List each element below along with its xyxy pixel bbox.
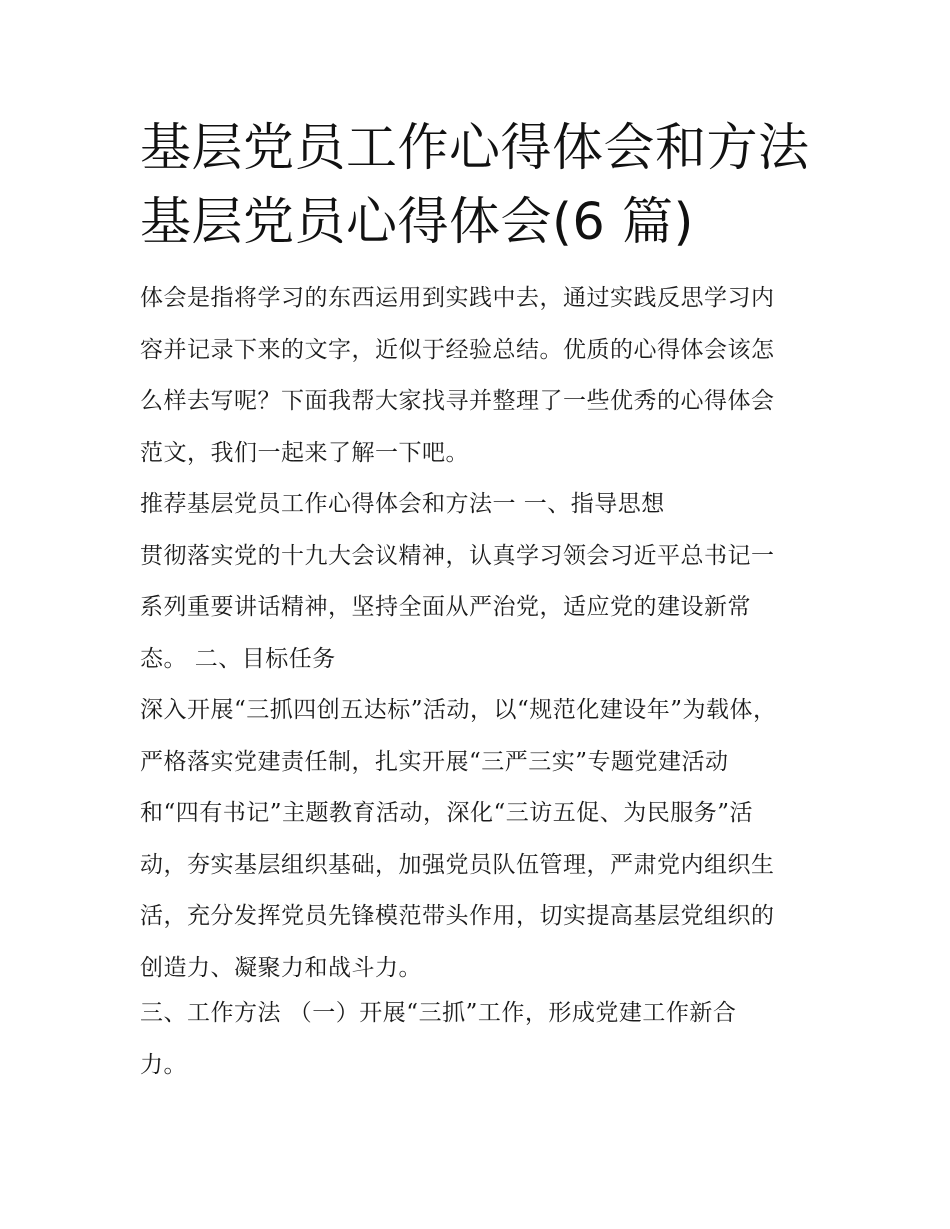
section-heading-line: 三、工作方法 （一）开展“三抓”工作，形成党建工作新合 [140,1000,737,1026]
text-line: 体会是指将学习的东西运用到实践中去，通过实践反思学习内 [140,285,775,311]
title-line: 基层党员心得体会(6 篇) [140,193,694,252]
goals-paragraph [140,685,820,994]
intro-paragraph [140,273,820,479]
text-line: 严格落实党建责任制，扎实开展“三严三实”专题党建活动 [140,748,729,775]
text-line: 创造力、凝聚力和战斗力。 [140,954,422,981]
text-line: 态。 二、目标任务 [140,645,336,672]
guiding-ideology-paragraph [140,479,820,685]
document-title [140,112,840,260]
text-line: 系列重要讲话精神，坚持全面从严治党，适应党的建设新常 [140,594,751,620]
text-line: 力。 [140,1051,187,1078]
text-line: 么样去写呢？下面我帮大家找寻并整理了一些优秀的心得体会 [140,388,775,414]
text-line: 容并记录下来的文字，近似于经验总结。优质的心得体会该怎 [140,336,775,363]
text-line: 深入开展“三抓四创五达标”活动，以“规范化建设年”为载体， [140,697,777,723]
text-line: 动，夯实基层组织基础，加强党员队伍管理，严肃党内组织生 [140,851,775,878]
text-line: 活，充分发挥党员先锋模范带头作用，切实提高基层党组织的 [140,903,775,929]
section-heading-line: 推荐基层党员工作心得体会和方法一 一、指导思想 [140,491,665,517]
title-line: 基层党员工作心得体会和方法 [140,119,810,178]
text-line: 贯彻落实党的十九大会议精神，认真学习领会习近平总书记一 [140,542,775,569]
text-line: 和“四有书记”主题教育活动，深化“三访五促、为民服务”活 [140,800,754,826]
text-line: 范文，我们一起来了解一下吧。 [140,439,469,466]
work-method-paragraph [140,988,820,1091]
